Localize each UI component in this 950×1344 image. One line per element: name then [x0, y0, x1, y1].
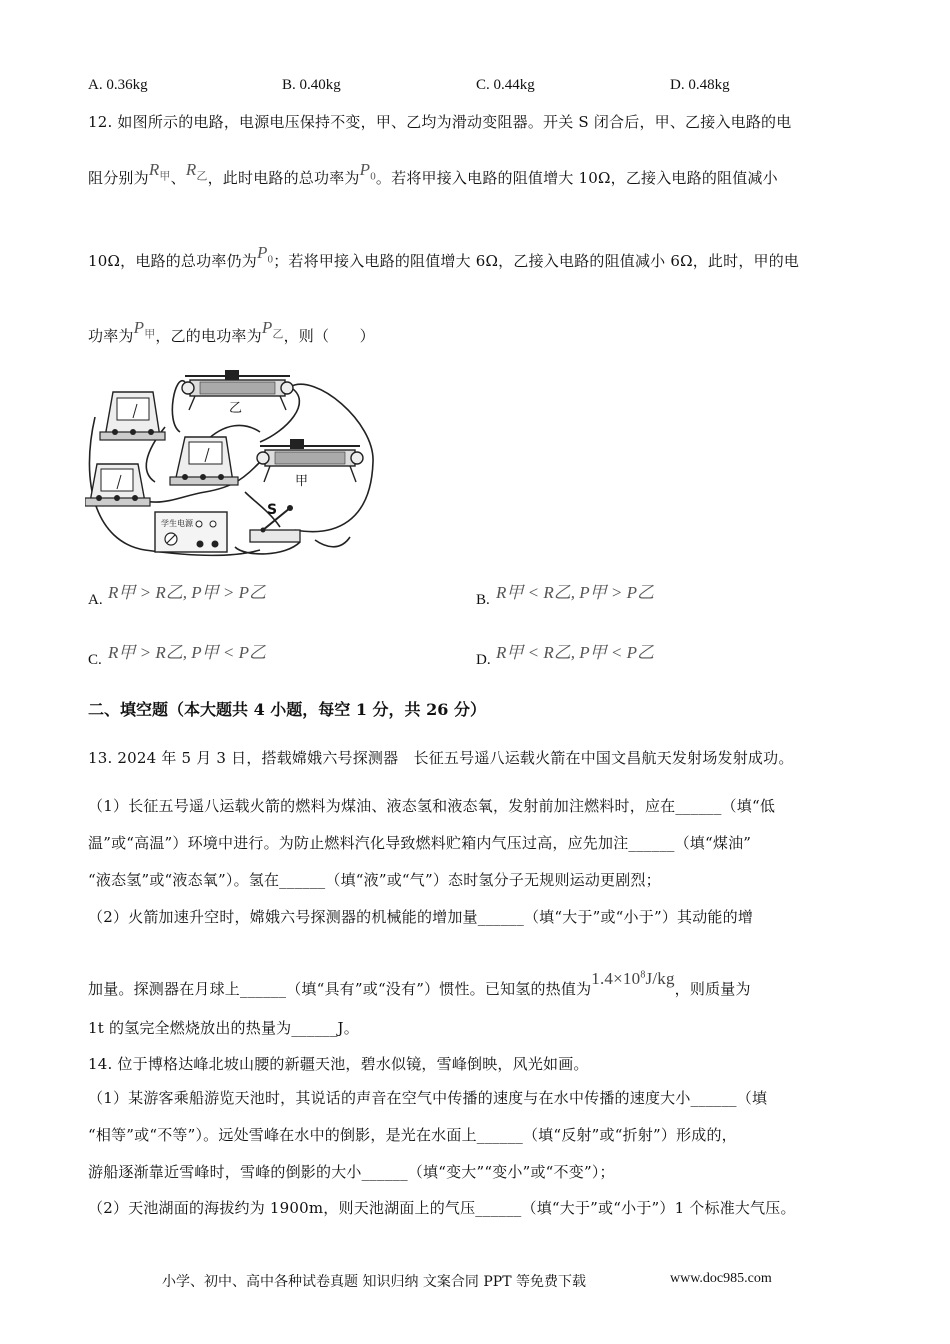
- power-supply-label: 学生电源: [161, 519, 193, 528]
- q13-part2-line1: （2）火箭加速升空时，嫦娥六号探测器的机械能的增加量______（填“大于”或“小于”）其动能的增: [88, 908, 754, 926]
- q12-option-d-label: D.: [476, 652, 491, 668]
- q11-option-b: B. 0.40kg: [282, 77, 341, 93]
- circuit-figure: [85, 362, 380, 567]
- footer-text: 小学、初中、高中各种试卷真题 知识归纳 文案合同 PPT 等免费下载: [162, 1274, 586, 1290]
- q12-option-a-expr: R甲 > R乙, P甲 > P乙: [108, 583, 266, 602]
- q11-option-a: A. 0.36kg: [88, 77, 148, 93]
- ammeter-icon: [100, 392, 165, 440]
- q12-option-c-expr: R甲 > R乙, P甲 < P乙: [108, 643, 266, 662]
- q13-part1-line1: （1）长征五号遥八运载火箭的燃料为煤油、液态氢和液态氧，发射前加注燃料时，应在______（填“低: [88, 797, 776, 815]
- q12-stem-line1: 12. 如图所示的电路，电源电压保持不变，甲、乙均为滑动变阻器。开关 S 闭合后，甲、乙接入电路的电: [88, 113, 792, 131]
- q12-option-d-expr: R甲 < R乙, P甲 < P乙: [496, 643, 654, 662]
- section2-title: 二、填空题（本大题共 4 小题，每空 1 分，共 26 分）: [88, 700, 486, 719]
- p-yi-symbol: $P_乙$: [261, 318, 284, 341]
- q11-option-c: C. 0.44kg: [476, 77, 535, 93]
- q14-part1-line3: 游船逐渐靠近雪峰时，雪峰的倒影的大小______（填“变大”“变小”或“不变”）；: [88, 1163, 615, 1181]
- q13-part1-line2: 温”或“高温”）环境中进行。为防止燃料汽化导致燃料贮箱内气压过高，应先加注______（填“煤油”: [88, 834, 752, 852]
- q12-stem-line3: 10Ω，电路的总功率仍为$P_0$；若将甲接入电路的阻值增大 6Ω，乙接入电路的阻值减小 6Ω，此时，甲的电: [88, 243, 800, 270]
- q13-part1-line3: “液态氢”或“液态氧”）。氢在______（填“液”或“气”）态时氢分子无规则运动更剧烈；: [88, 871, 661, 889]
- switch-icon: [250, 502, 300, 542]
- r-jia-symbol: $R_甲$: [148, 160, 171, 183]
- q12-option-b-expr: R甲 < R乙, P甲 > P乙: [496, 583, 654, 602]
- q12-stem-line2: 阻分别为$R_甲$、$R_乙$，此时电路的总功率为$P_0$。若将甲接入电路的阻值增大 10Ω，乙接入电路的阻值减小: [88, 160, 778, 187]
- q14-part2-line1: （2）天池湖面的海拔约为 1900m，则天池湖面上的气压______（填“大于”或“小于”）1 个标准大气压。: [88, 1199, 796, 1217]
- q13-stem: 13. 2024 年 5 月 3 日，搭载嫦娥六号探测器 长征五号遥八运载火箭在中国文昌航天发射场发射成功。: [88, 749, 794, 767]
- r-yi-symbol: $R_乙$: [185, 160, 208, 183]
- ammeter-icon-2: [85, 464, 150, 506]
- rheostat-jia: [257, 439, 363, 489]
- heat-value-expr: $1.4\times 10^8J/kg$: [591, 969, 675, 988]
- q12-option-b-label: B.: [476, 592, 490, 608]
- q13-part2-line2: 加量。探测器在月球上______（填“具有”或“没有”）惯性。已知氢的热值为$1.4\times 10^8J/kg$，则质量为: [88, 969, 751, 998]
- q13-part2-line3: 1t 的氢完全燃烧放出的热量为______J。: [88, 1019, 359, 1037]
- q11-option-d: D. 0.48kg: [670, 77, 730, 93]
- footer-url[interactable]: www.doc985.com: [670, 1271, 772, 1286]
- q14-stem: 14. 位于博格达峰北坡山腰的新疆天池，碧水似镜，雪峰倒映，风光如画。: [88, 1055, 589, 1073]
- q14-part1-line1: （1）某游客乘船游览天池时，其说话的声音在空气中传播的速度与在水中传播的速度大小______（填: [88, 1089, 768, 1107]
- voltmeter-icon: [170, 437, 238, 485]
- p-jia-symbol: $P_甲$: [133, 318, 156, 341]
- q12-option-a-label: A.: [88, 592, 103, 608]
- label-yi: 乙: [229, 401, 243, 416]
- power-supply-icon: [155, 512, 227, 552]
- p0-symbol-2: $P_0$: [256, 243, 274, 266]
- label-jia: 甲: [295, 474, 309, 489]
- q12-option-c-label: C.: [88, 652, 102, 668]
- rheostat-yi: [182, 370, 293, 416]
- label-switch-s: S: [267, 502, 278, 518]
- p0-symbol: $P_0$: [359, 160, 376, 183]
- q14-part1-line2: “相等”或“不等”）。远处雪峰在水中的倒影，是光在水面上______（填“反射”或“折射”）形成的，: [88, 1126, 737, 1144]
- q12-stem-line4: 功率为$P_甲$，乙的电功率为$P_乙$，则（ ）: [88, 318, 375, 345]
